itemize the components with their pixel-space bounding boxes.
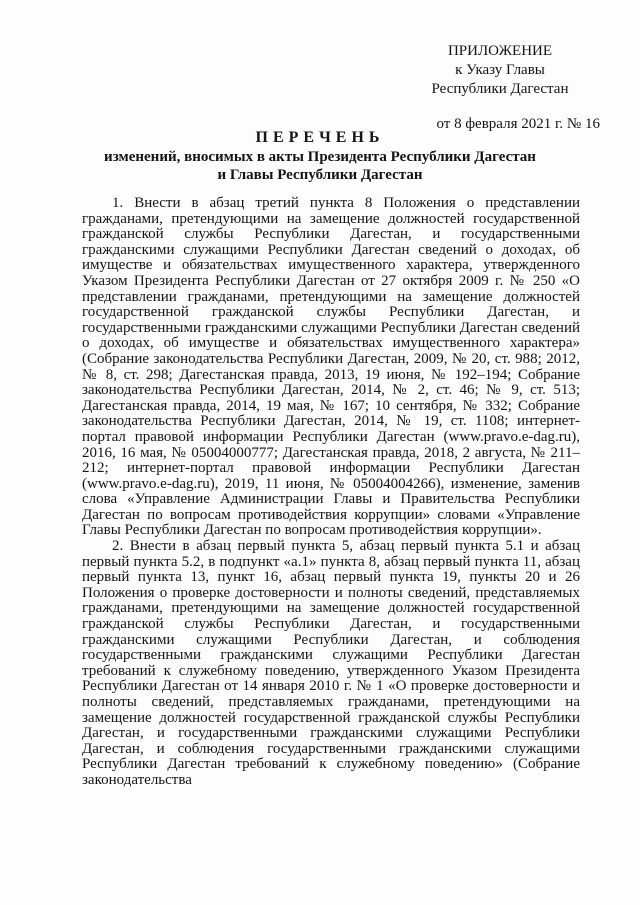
document-heading: [60, 128, 580, 184]
annex-region-line: Республики Дагестан: [431, 81, 569, 97]
document-body: [82, 196, 580, 789]
document-title: ПЕРЕЧЕНЬ: [255, 129, 385, 146]
document-subtitle-line2: и Главы Республики Дагестан: [217, 167, 423, 183]
annex-reference-line: к Указу Главы: [455, 62, 545, 78]
paragraph-2: 2. Внести в абзац первый пункта 5, абзац первый пункта 5.1 и абзац первый пункта 5.2, в подпункт «а.1» пункта 8, абзац первый пункта 11, абзац первый пункта 13, пункт 16, абзац первый пункта 19, пункты 20 и 26 Положения о проверке достоверности и полноты сведений, представляемых гражданами, претендующими на замещение должностей государственной гражданской службы Республики Дагестан, и государственными гражданскими служащими Республики Дагестан, и соблюдения государственными гражданскими служащими Республики Дагестан требований к служебному поведению, утвержденного Указом Президента Республики Дагестан от 14 января 2010 г. № 1 «О проверке достоверности и полноты сведений, представляемых гражданами, претендующими на замещение должностей государственной гражданской службы Республики Дагестан, и государственными гражданскими служащими Республики Дагестан, и соблюдения государственными гражданскими служащими Республики Дагестан требований к служебному поведению» (Собрание законодательства: [82, 538, 580, 788]
paragraph-1: 1. Внести в абзац третий пункта 8 Положения о представлении гражданами, претендующими на замещение должностей государственной гражданской службы Республики Дагестан, и государственными гражданскими служащими Республики Дагестан сведений о доходах, об имуществе и обязательствах имущественного характера, утвержденного Указом Президента Республики Дагестан от 27 октября 2009 г. № 250 «О представлении гражданами, претендующими на замещение должностей государственной гражданской службы Республики Дагестан, и государственными гражданскими служащими Республики Дагестан сведений о доходах, об имуществе и обязательствах имущественного характера» (Собрание законодательства Республики Дагестан, 2009, № 20, ст. 988; 2012, № 8, ст. 298; Дагестанская правда, 2013, 19 июня, № 192–194; Собрание законодательства Республики Дагестан, 2014, № 2, ст. 46; № 9, ст. 513; Дагестанская правда, 2014, 19 мая, № 167; 10 сентября, № 332; Собрание законодательства Республики Дагестан, 2014, № 19, ст. 1108; интернет-портал правовой информации Республики Дагестан (www.pravo.e-dag.ru), 2016, 16 мая, № 05004000777; Дагестанская правда, 2018, 2 августа, № 211–212; интернет-портал правовой информации Республики Дагестан (www.pravo.e-dag.ru), 2019, 11 июня, № 05004004266), изменение, заменив слова «Управление Администрации Главы и Правительства Республики Дагестан по вопросам противодействия коррупции» словами «Управление Главы Республики Дагестан по вопросам противодействия коррупции».: [82, 195, 580, 539]
annex-block: [380, 42, 620, 134]
annex-date: от 8 февраля 2021 г. № 16: [436, 116, 600, 132]
document-subtitle-line1: изменений, вносимых в акты Президента Республики Дагестан: [104, 149, 536, 165]
annex-label: ПРИЛОЖЕНИЕ: [447, 43, 553, 59]
